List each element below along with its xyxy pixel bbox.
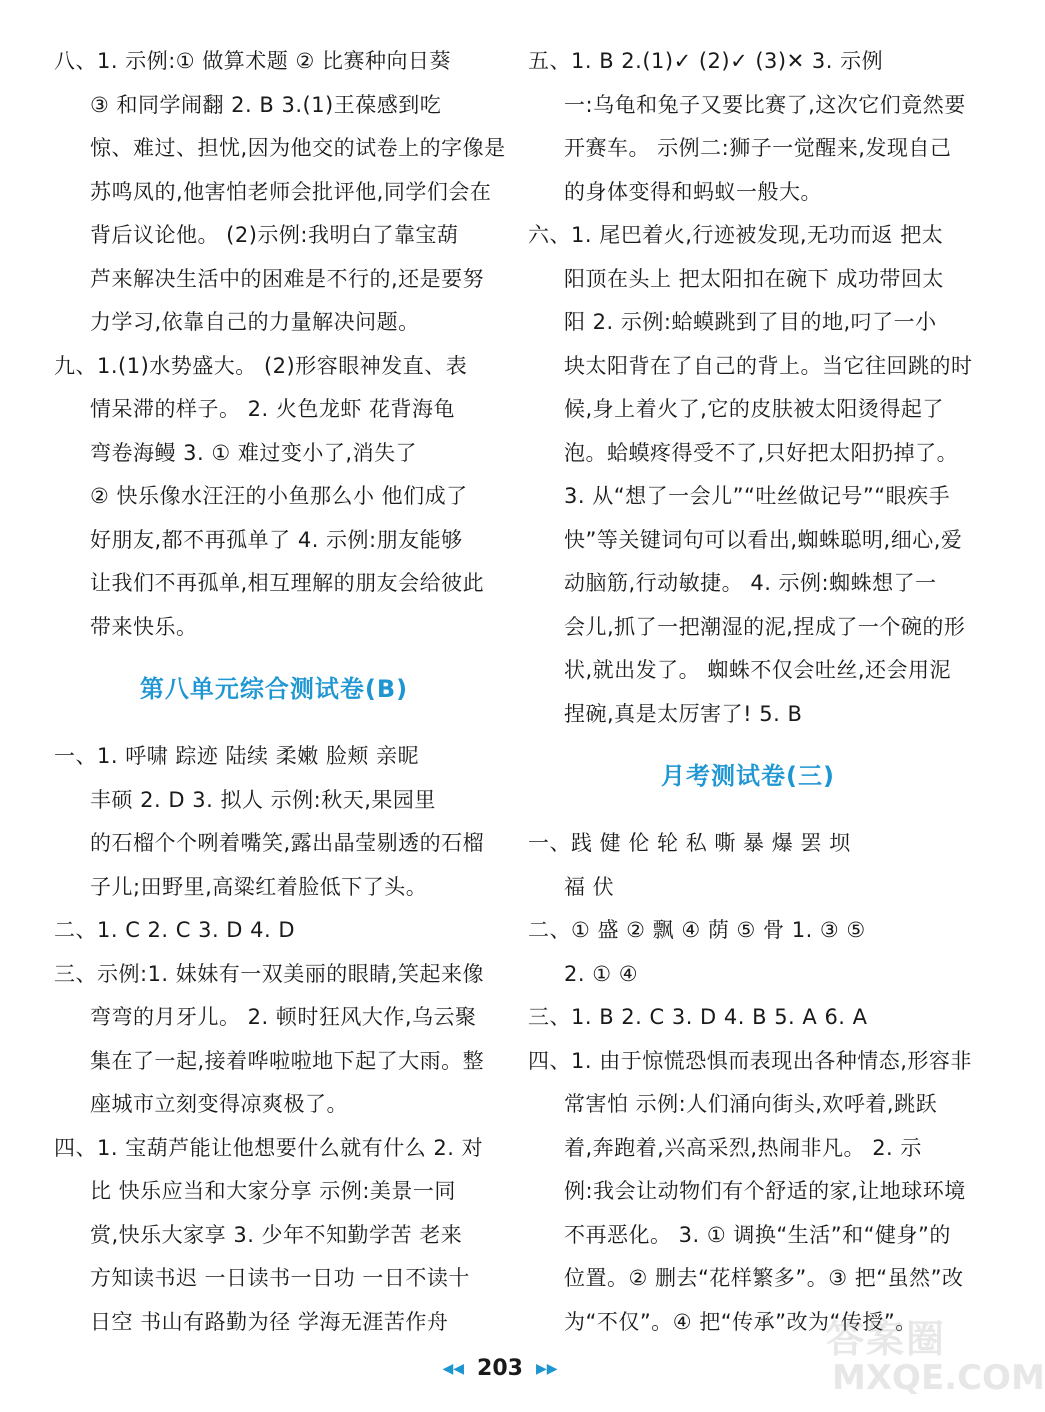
answer-line: 八、1. 示例:① 做算术题 ② 比赛种向日葵 — [54, 49, 451, 73]
left-column — [54, 40, 506, 1344]
answer-line-continuation: 座城市立刻变得凉爽极了。 — [90, 1092, 348, 1116]
answer-line-continuation: 开赛车。 示例二:狮子一觉醒来,发现自己 — [564, 136, 952, 160]
answer-line-continuation: 着,奔跑着,兴高采烈,热闹非凡。 2. 示 — [564, 1135, 922, 1160]
watermark-url: MXQE.COM — [832, 1358, 1045, 1398]
answer-line-continuation: 子儿;田野里,高粱红着脸低下了头。 — [90, 874, 428, 899]
answer-line-continuation: 背后议论他。 (2)示例:我明白了靠宝葫 — [90, 223, 459, 247]
answer-line: 四、1. 由于惊慌恐惧而表现出各种情态,形容非 — [528, 1048, 972, 1073]
answer-line-continuation: 好朋友,都不再孤单了 4. 示例:朋友能够 — [90, 527, 463, 552]
answer-line-continuation: 3. 从“想了一会儿”“吐丝做记号”“眼疾手 — [564, 484, 951, 508]
answer-line-continuation: 芦来解决生活中的困难是不行的,还是要努 — [90, 266, 485, 291]
answer-line: 一、1. 呼啸 踪迹 陆续 柔嫩 脸颊 亲昵 — [54, 744, 420, 768]
answer-line-continuation: 一:乌龟和兔子又要比赛了,这次它们竟然要 — [564, 92, 966, 117]
right-column — [528, 40, 973, 1344]
section-heading: 月考测试卷(三) — [661, 762, 835, 790]
answer-line-continuation: 快”等关键词句可以看出,蜘蛛聪明,细心,爱 — [564, 527, 963, 552]
answer-line: 一、践 健 伦 轮 私 嘶 暴 爆 罢 坝 — [528, 831, 851, 855]
answer-line-continuation: ③ 和同学闹翻 2. B 3.(1)王葆感到吃 — [90, 92, 442, 117]
answer-line-continuation: ② 快乐像水汪汪的小鱼那么小 他们成了 — [90, 484, 468, 508]
answer-line-continuation: 不再恶化。 3. ① 调换“生活”和“健身”的 — [564, 1222, 951, 1247]
answer-line: 四、1. 宝葫芦能让他想要什么就有什么 2. 对 — [54, 1135, 484, 1160]
answer-line-continuation: 弯卷海鳗 3. ① 难过变小了,消失了 — [90, 440, 418, 465]
answer-line-continuation: 惊、难过、担忧,因为他交的试卷上的字像是 — [90, 136, 506, 160]
answer-line-continuation: 2. ① ④ — [564, 961, 639, 986]
answer-line-continuation: 阳顶在头上 把太阳扣在碗下 成功带回太 — [564, 266, 944, 291]
answer-line-continuation: 弯弯的月牙儿。 2. 顿时狂风大作,乌云聚 — [90, 1005, 477, 1029]
answer-line-continuation: 动脑筋,行动敏捷。 4. 示例:蜘蛛想了一 — [564, 571, 937, 595]
answer-line: 三、示例:1. 妹妹有一双美丽的眼睛,笑起来像 — [54, 961, 484, 986]
answer-line-continuation: 阳 2. 示例:蛤蟆跳到了目的地,叼了一小 — [564, 310, 937, 334]
answer-line-continuation: 情呆滞的样子。 2. 火色龙虾 花背海龟 — [90, 397, 456, 421]
answer-line: 二、① 盛 ② 飘 ④ 荫 ⑤ 骨 1. ③ ⑤ — [528, 918, 866, 942]
answer-line-continuation: 候,身上着火了,它的皮肤被太阳烫得起了 — [564, 397, 944, 421]
answer-line-continuation: 常害怕 示例:人们涌向街头,欢呼着,跳跃 — [564, 1092, 938, 1116]
section-heading: 第八单元综合测试卷(B) — [139, 675, 409, 703]
answer-line-continuation: 为“不仅”。④ 把“传承”改为“传授”。 — [564, 1309, 917, 1334]
answer-line-continuation: 状,就出发了。 蜘蛛不仅会吐丝,还会用泥 — [564, 658, 952, 682]
answer-line-continuation: 的石榴个个咧着嘴笑,露出晶莹剔透的石榴 — [90, 831, 485, 855]
answer-line-continuation: 会儿,抓了一把潮湿的泥,捏成了一个碗的形 — [564, 614, 966, 639]
answer-line: 二、1. C 2. C 3. D 4. D — [54, 918, 296, 942]
answer-line-continuation: 福 伏 — [564, 874, 615, 899]
answer-line-continuation: 捏碗,真是太厉害了! 5. B — [564, 701, 803, 726]
watermark-logo: 答案圈 — [826, 1317, 947, 1361]
answer-line-continuation: 赏,快乐大家享 3. 少年不知勤学苦 老来 — [90, 1222, 463, 1247]
answer-line-continuation: 苏鸣凤的,他害怕老师会批评他,同学们会在 — [90, 179, 492, 204]
answer-line-continuation: 泡。蛤蟆疼得受不了,只好把太阳扔掉了。 — [564, 440, 959, 465]
answer-line-continuation: 位置。② 删去“花样繁多”。③ 把“虽然”改 — [564, 1266, 964, 1290]
answer-line-continuation: 的身体变得和蚂蚁一般大。 — [564, 179, 822, 204]
answer-line-continuation: 例:我会让动物们有个舒适的家,让地球环境 — [564, 1179, 966, 1203]
page-number: 203 — [477, 1356, 523, 1381]
answer-line: 五、1. B 2.(1)✓ (2)✓ (3)✕ 3. 示例 — [528, 49, 884, 73]
answer-line-continuation: 让我们不再孤单,相互理解的朋友会给彼此 — [90, 571, 485, 595]
prev-arrows-icon: ◀◀ — [442, 1361, 465, 1377]
answer-line-continuation: 比 快乐应当和大家分享 示例:美景一同 — [90, 1179, 456, 1203]
next-arrows-icon: ▶▶ — [535, 1361, 558, 1377]
answer-line-continuation: 集在了一起,接着哗啦啦地下起了大雨。整 — [90, 1048, 485, 1073]
answer-line: 九、1.(1)水势盛大。 (2)形容眼神发直、表 — [54, 353, 468, 378]
answer-line: 六、1. 尾巴着火,行迹被发现,无功而返 把太 — [528, 223, 944, 247]
answer-line-continuation: 块太阳背在了自己的背上。当它往回跳的时 — [564, 353, 973, 378]
answer-line-continuation: 丰硕 2. D 3. 拟人 示例:秋天,果园里 — [90, 787, 436, 812]
answer-line: 三、1. B 2. C 3. D 4. B 5. A 6. A — [528, 1005, 868, 1029]
answer-line-continuation: 方知读书迟 一日读书一日功 一日不读十 — [90, 1266, 470, 1290]
answer-line-continuation: 力学习,依靠自己的力量解决问题。 — [90, 310, 420, 334]
answer-line-continuation: 带来快乐。 — [90, 614, 198, 639]
answer-line-continuation: 日空 书山有路勤为径 学海无涯苦作舟 — [90, 1309, 449, 1334]
